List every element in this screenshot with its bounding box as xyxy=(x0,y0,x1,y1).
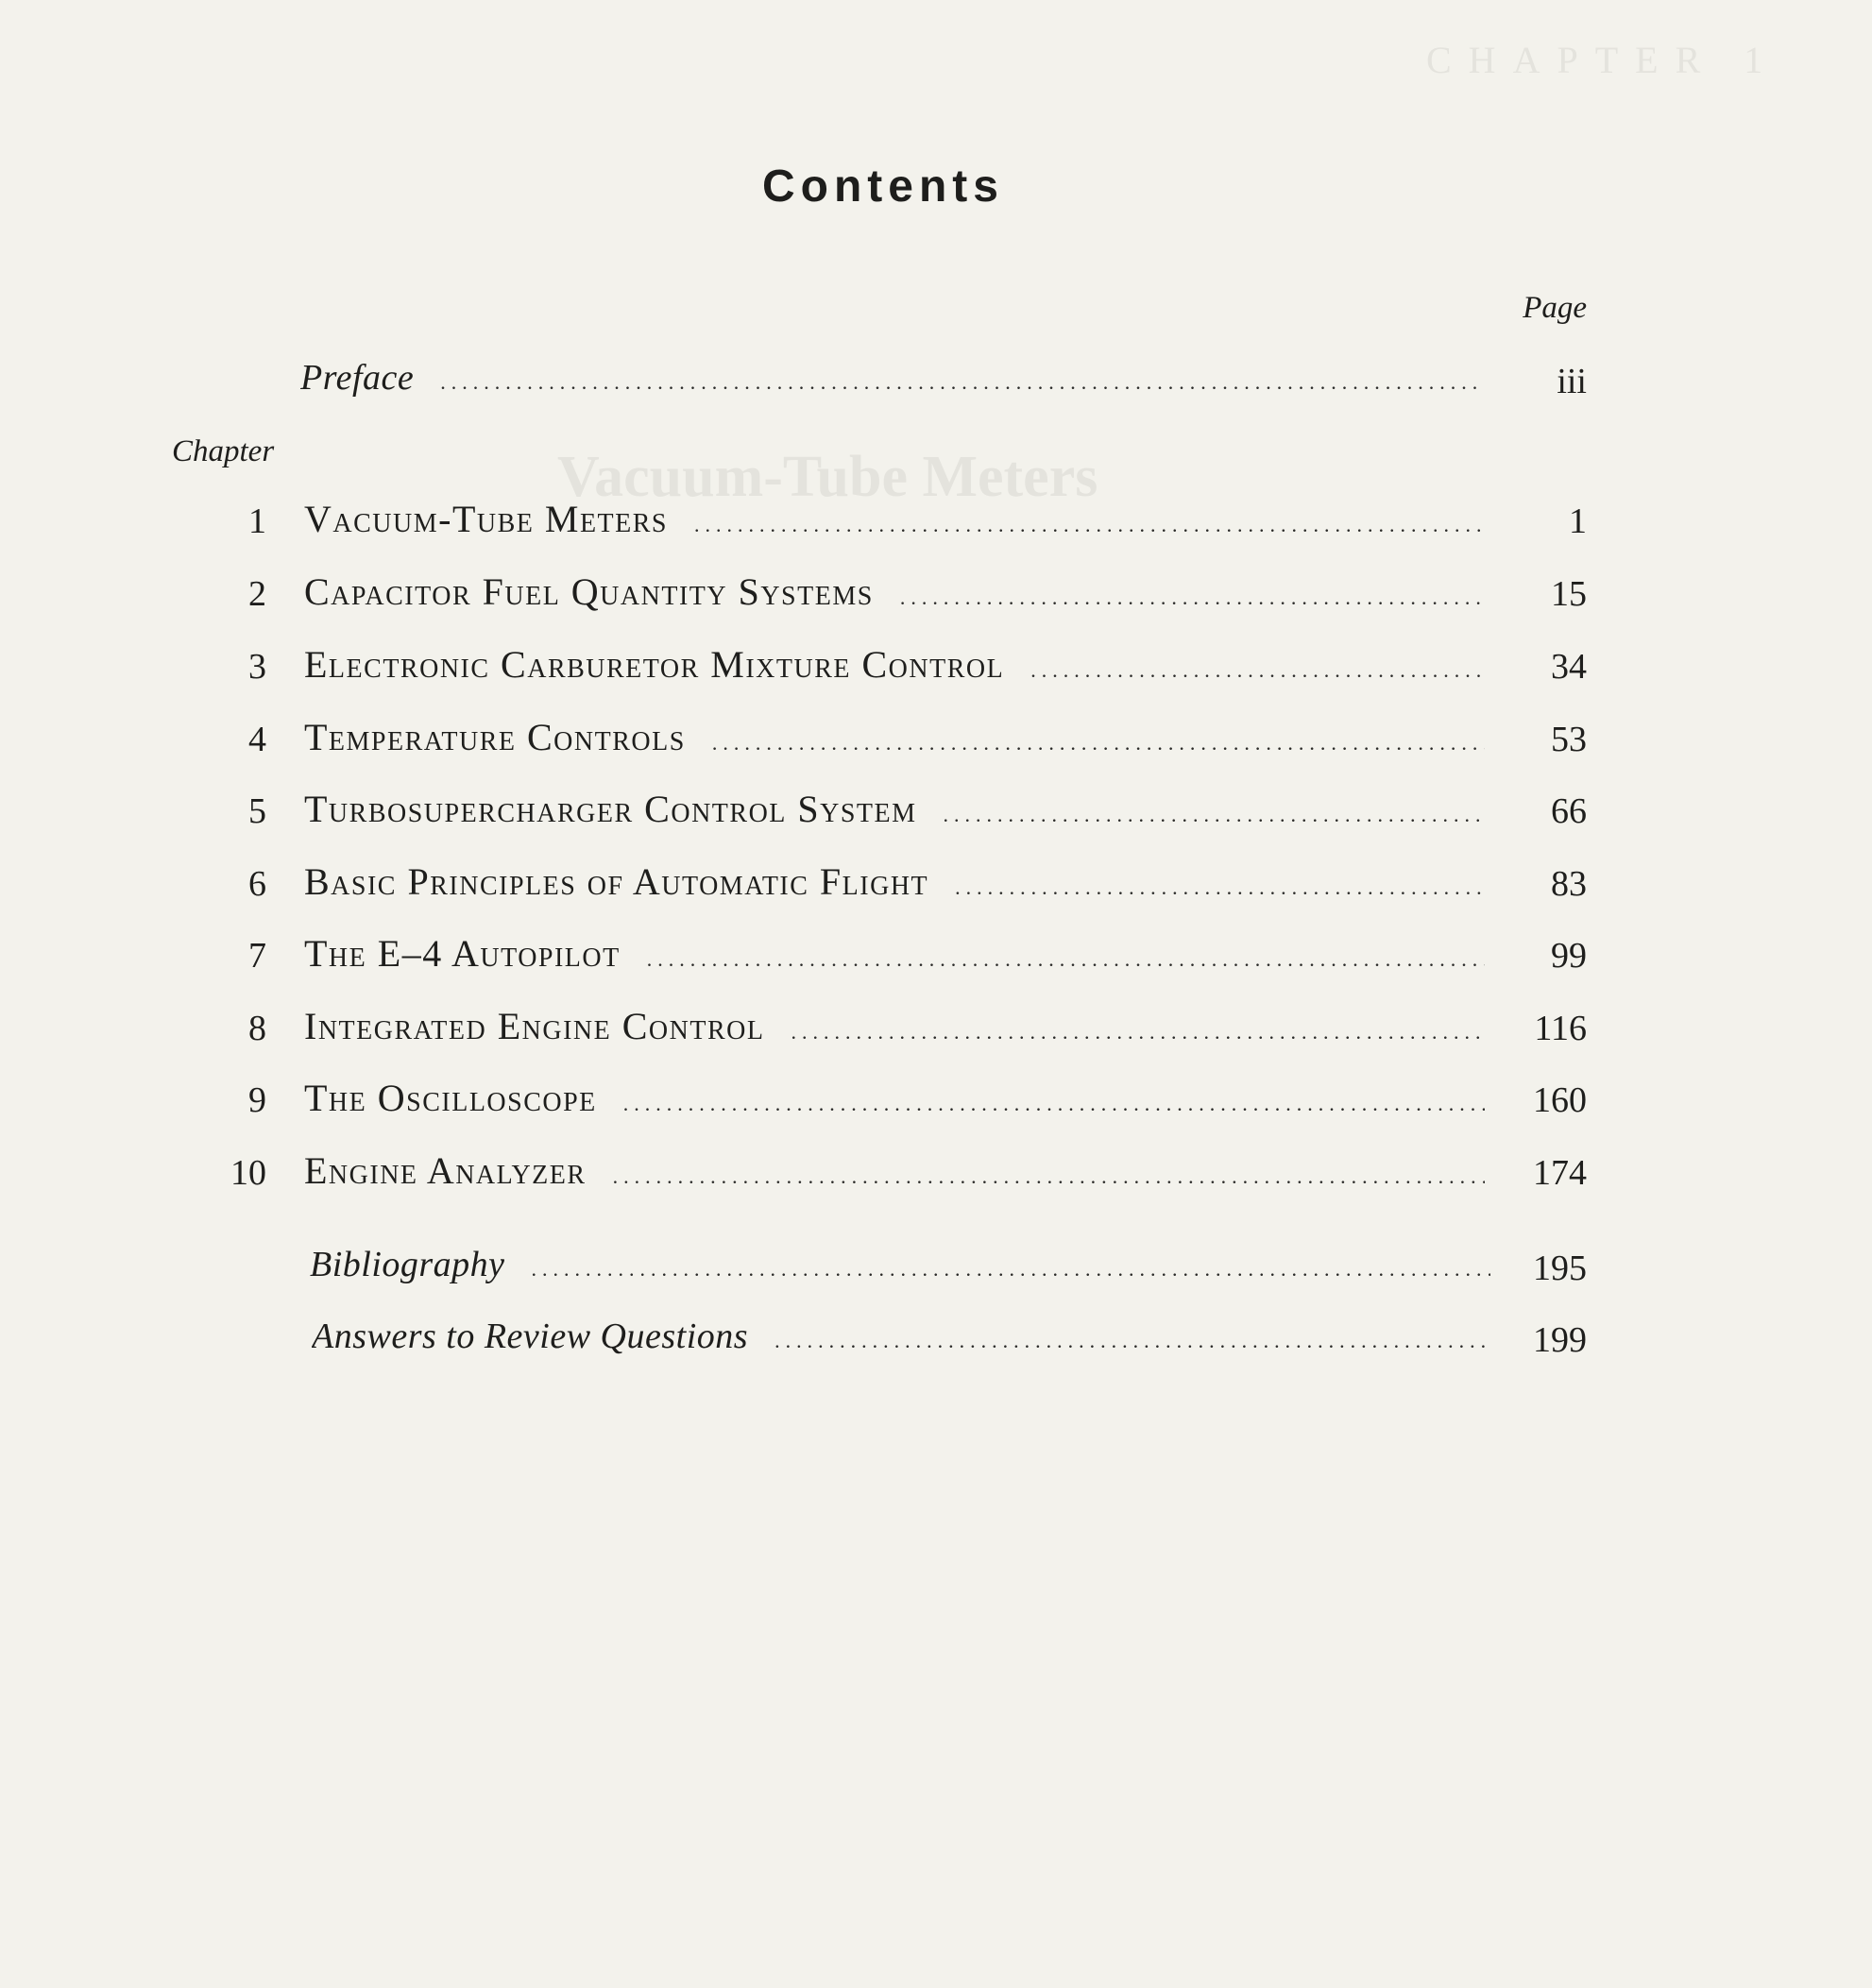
chapter-title: Integrated Engine Control xyxy=(304,1005,765,1047)
chapter-number: 9 xyxy=(248,1080,266,1120)
toc-row-preface xyxy=(0,357,1872,414)
leader-dots xyxy=(900,586,1485,610)
leader-dots xyxy=(532,1257,1490,1282)
chapter-number: 8 xyxy=(248,1009,266,1048)
toc-page-number: 195 xyxy=(1533,1249,1587,1288)
chapter-number: 1 xyxy=(248,501,266,541)
toc-page-number: 199 xyxy=(1533,1320,1587,1360)
chapter-number: 3 xyxy=(248,647,266,687)
chapter-column-label: Chapter xyxy=(172,434,275,468)
page-title: Contents xyxy=(762,161,1004,212)
toc-page-number: 34 xyxy=(1551,647,1587,687)
toc-page-number: 174 xyxy=(1533,1153,1587,1193)
toc-page-number: 116 xyxy=(1534,1009,1587,1048)
show-through-text: CHAPTER 1 xyxy=(1426,39,1780,81)
chapter-title: The Oscilloscope xyxy=(304,1077,597,1119)
chapter-number: 7 xyxy=(248,936,266,976)
toc-page-number: 160 xyxy=(1533,1080,1587,1120)
chapter-title: Vacuum-Tube Meters xyxy=(304,498,668,540)
toc-page-number: iii xyxy=(1557,362,1587,401)
leader-dots xyxy=(1030,658,1485,683)
chapter-number: 5 xyxy=(248,791,266,831)
leader-dots xyxy=(944,803,1485,827)
toc-row-chapter xyxy=(0,642,1872,699)
toc-row-chapter xyxy=(0,787,1872,843)
chapter-title: Capacitor Fuel Quantity Systems xyxy=(304,570,874,613)
chapter-number: 4 xyxy=(248,720,266,759)
chapter-title: Engine Analyzer xyxy=(304,1149,587,1192)
leader-dots xyxy=(694,513,1485,537)
toc-row-chapter xyxy=(0,859,1872,916)
toc-page-number: 83 xyxy=(1551,864,1587,904)
chapter-title: Electronic Carburetor Mixture Control xyxy=(304,643,1005,686)
toc-row-chapter xyxy=(0,569,1872,626)
leader-dots xyxy=(623,1092,1485,1116)
toc-page-number: 66 xyxy=(1551,791,1587,831)
toc-row-chapter xyxy=(0,1148,1872,1205)
leader-dots xyxy=(712,731,1485,756)
leader-dots xyxy=(955,875,1485,900)
leader-dots xyxy=(774,1329,1492,1353)
toc-row-chapter xyxy=(0,715,1872,772)
toc-entry-label: Bibliography xyxy=(310,1245,505,1284)
toc-row-chapter xyxy=(0,1004,1872,1061)
leader-dots xyxy=(647,947,1485,972)
toc-row-bibliography xyxy=(0,1244,1872,1300)
chapter-number: 6 xyxy=(248,864,266,904)
chapter-title: Turbosupercharger Control System xyxy=(304,788,917,830)
toc-row-chapter xyxy=(0,931,1872,988)
chapter-title: Basic Principles of Automatic Flight xyxy=(304,860,929,903)
toc-row-chapter xyxy=(0,1076,1872,1132)
show-through-text: Vacuum-Tube Meters xyxy=(557,445,1098,509)
chapter-number: 2 xyxy=(248,574,266,614)
toc-row-chapter xyxy=(0,497,1872,553)
toc-entry-label: Preface xyxy=(300,358,415,398)
chapter-title: Temperature Controls xyxy=(304,716,686,758)
chapter-number: 10 xyxy=(230,1153,266,1193)
toc-page-number: 99 xyxy=(1551,936,1587,976)
page-column-label: Page xyxy=(1523,291,1587,325)
toc-page-number: 15 xyxy=(1551,574,1587,614)
leader-dots xyxy=(791,1020,1485,1045)
chapter-title: The E–4 Autopilot xyxy=(304,932,621,975)
toc-entry-label: Answers to Review Questions xyxy=(312,1317,749,1356)
toc-page-number: 53 xyxy=(1551,720,1587,759)
toc-row-answers xyxy=(0,1316,1872,1372)
toc-page-number: 1 xyxy=(1569,501,1587,541)
leader-dots xyxy=(613,1164,1485,1189)
leader-dots xyxy=(440,370,1481,395)
